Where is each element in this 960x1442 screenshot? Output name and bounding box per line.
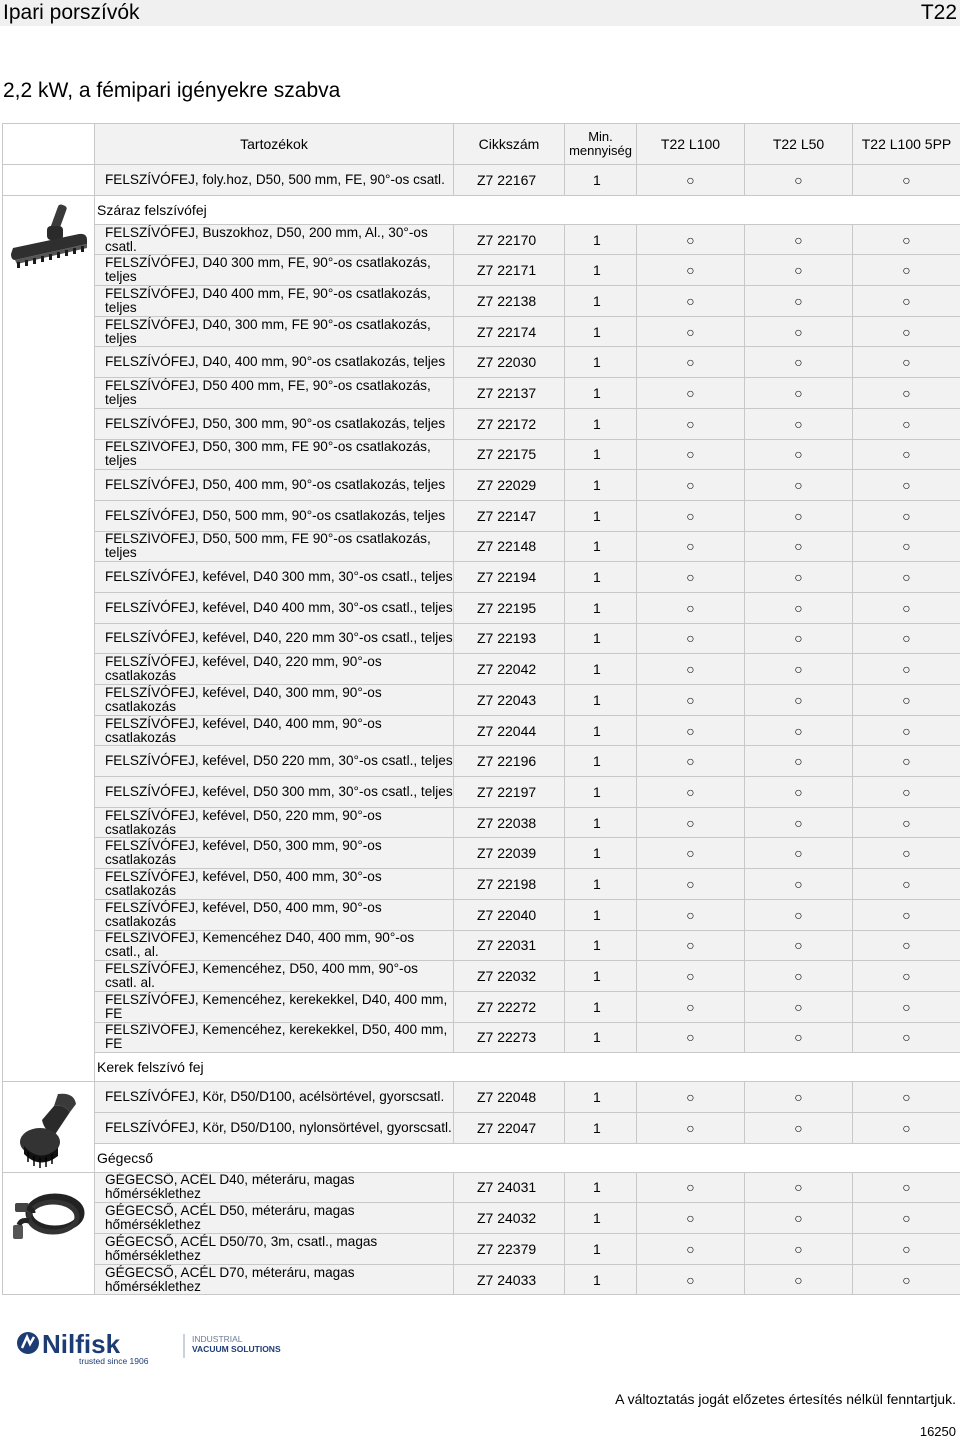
item-description: FELSZÍVÓFEJ, Kör, D50/D100, nylonsörtével, gyorscsatl. [95, 1112, 454, 1143]
table-row [3, 592, 960, 623]
availability-l100: ○ [637, 224, 745, 255]
item-code: Z7 22193 [454, 623, 565, 654]
availability-l50: ○ [745, 838, 853, 869]
round-brush-photo [14, 1090, 84, 1170]
availability-l100: ○ [637, 654, 745, 685]
item-min-quantity: 1 [565, 531, 637, 562]
item-min-quantity: 1 [565, 1172, 637, 1203]
item-min-quantity: 1 [565, 255, 637, 286]
section-row [3, 1143, 960, 1172]
availability-l50: ○ [745, 899, 853, 930]
availability-l50: ○ [745, 316, 853, 347]
availability-l50: ○ [745, 746, 853, 777]
table-row [3, 1082, 960, 1113]
availability-l100-5pp: ○ [853, 165, 960, 196]
availability-l100-5pp: ○ [853, 746, 960, 777]
availability-l100-5pp: ○ [853, 869, 960, 900]
availability-l50: ○ [745, 1172, 853, 1203]
item-description: FELSZÍVÓFEJ, kefével, D40, 220 mm 30°-os csatl., teljes [95, 623, 454, 654]
table-row [3, 838, 960, 869]
item-description: FELSZÍVÓFEJ, D50, 500 mm, FE 90°-os csatlakozás, teljes [95, 531, 454, 562]
item-description: FELSZÍVÓFEJ, kefével, D50, 220 mm, 90°-os csatlakozás [95, 807, 454, 838]
item-description: FELSZÍVÓFEJ, kefével, D50 300 mm, 30°-os csatl., teljes [95, 777, 454, 808]
item-min-quantity: 1 [565, 286, 637, 317]
availability-l100: ○ [637, 316, 745, 347]
availability-l100-5pp: ○ [853, 531, 960, 562]
table-row [3, 1172, 960, 1203]
item-min-quantity: 1 [565, 838, 637, 869]
item-description: FELSZÍVÓFEJ, foly.hoz, D50, 500 mm, FE, 90°-os csatl. [95, 165, 454, 196]
item-min-quantity: 1 [565, 165, 637, 196]
availability-l100-5pp: ○ [853, 838, 960, 869]
availability-l50: ○ [745, 470, 853, 501]
item-min-quantity: 1 [565, 991, 637, 1022]
item-description: GÉGECSŐ, ACÉL D70, méteráru, magas hőmérséklethez [95, 1264, 454, 1295]
item-code: Z7 24032 [454, 1203, 565, 1234]
availability-l100: ○ [637, 869, 745, 900]
item-description: FELSZÍVÓFEJ, D50 400 mm, FE, 90°-os csatlakozás, teljes [95, 378, 454, 409]
availability-l100-5pp: ○ [853, 255, 960, 286]
table-row [3, 1112, 960, 1143]
section-empty-cell [853, 1053, 960, 1082]
availability-l50: ○ [745, 562, 853, 593]
item-code: Z7 22174 [454, 316, 565, 347]
item-code: Z7 22047 [454, 1112, 565, 1143]
table-row [3, 500, 960, 531]
availability-l100: ○ [637, 1234, 745, 1265]
availability-l50: ○ [745, 347, 853, 378]
item-description: FELSZÍVÓFEJ, kefével, D40, 220 mm, 90°-os csatlakozás [95, 654, 454, 685]
item-description: FELSZÍVÓFEJ, kefével, D40 400 mm, 30°-os csatl., teljes [95, 592, 454, 623]
section-empty-cell [565, 1053, 637, 1082]
item-min-quantity: 1 [565, 1112, 637, 1143]
image-cell [3, 165, 95, 196]
item-min-quantity: 1 [565, 470, 637, 501]
page-number: 16250 [919, 1424, 956, 1439]
section-empty-cell [454, 1053, 565, 1082]
table-row [3, 746, 960, 777]
item-code: Z7 22195 [454, 592, 565, 623]
availability-l50: ○ [745, 961, 853, 992]
availability-l100-5pp: ○ [853, 991, 960, 1022]
table-row [3, 991, 960, 1022]
item-code: Z7 22038 [454, 807, 565, 838]
availability-l50: ○ [745, 1082, 853, 1113]
availability-l100-5pp: ○ [853, 685, 960, 716]
availability-l100: ○ [637, 500, 745, 531]
section-empty-cell [637, 195, 745, 224]
availability-l100: ○ [637, 1022, 745, 1053]
item-description: FELSZÍVÓFEJ, Kemencéhez, kerekekkel, D50, 400 mm, FE [95, 1022, 454, 1053]
availability-l100: ○ [637, 378, 745, 409]
hose-photo [9, 1181, 89, 1251]
item-description: FELSZÍVÓFEJ, D40 300 mm, FE, 90°-os csatlakozás, teljes [95, 255, 454, 286]
availability-l100-5pp: ○ [853, 1172, 960, 1203]
availability-l50: ○ [745, 715, 853, 746]
accessories-header: Tartozékok [95, 124, 454, 165]
table-row [3, 961, 960, 992]
section-empty-cell [853, 1143, 960, 1172]
availability-l100-5pp: ○ [853, 592, 960, 623]
item-min-quantity: 1 [565, 654, 637, 685]
item-description: FELSZÍVÓFEJ, kefével, D40, 400 mm, 90°-os csatlakozás [95, 715, 454, 746]
item-code: Z7 22170 [454, 224, 565, 255]
item-description: FELSZÍVÓFEJ, Kör, D50/D100, acélsörtével, gyorscsatl. [95, 1082, 454, 1113]
availability-l100: ○ [637, 685, 745, 716]
division-line1: INDUSTRIAL [192, 1334, 243, 1344]
availability-l100: ○ [637, 255, 745, 286]
item-min-quantity: 1 [565, 316, 637, 347]
availability-l100-5pp: ○ [853, 1203, 960, 1234]
availability-l100-5pp: ○ [853, 1022, 960, 1053]
availability-l100-5pp: ○ [853, 1112, 960, 1143]
image-cell [3, 1082, 95, 1172]
availability-l100-5pp: ○ [853, 500, 960, 531]
accessories-table [2, 123, 960, 1295]
availability-l100-5pp: ○ [853, 623, 960, 654]
availability-l100-5pp: ○ [853, 347, 960, 378]
availability-l100: ○ [637, 1203, 745, 1234]
header-model: T22 [920, 1, 957, 24]
availability-l100-5pp: ○ [853, 930, 960, 961]
footnote: A változtatás jogát előzetes értesítés nélkül fenntartjuk. [615, 1391, 956, 1407]
table-row [3, 378, 960, 409]
table-row [3, 930, 960, 961]
item-min-quantity: 1 [565, 685, 637, 716]
min-quantity-header-line2: mennyiség [569, 143, 632, 158]
item-description: FELSZÍVÓFEJ, kefével, D50, 400 mm, 30°-os csatlakozás [95, 869, 454, 900]
image-cell [3, 1172, 95, 1295]
availability-l100-5pp: ○ [853, 777, 960, 808]
section-label: Száraz felszívófej [95, 195, 454, 224]
item-code: Z7 24031 [454, 1172, 565, 1203]
item-code: Z7 22040 [454, 899, 565, 930]
availability-l50: ○ [745, 991, 853, 1022]
model-header-l50: T22 L50 [745, 124, 853, 165]
section-empty-cell [637, 1053, 745, 1082]
availability-l100-5pp: ○ [853, 224, 960, 255]
availability-l100-5pp: ○ [853, 1082, 960, 1113]
item-code: Z7 22029 [454, 470, 565, 501]
section-label: Gégecső [95, 1143, 454, 1172]
model-header-l100-5pp: T22 L100 5PP [853, 124, 960, 165]
item-code: Z7 22167 [454, 165, 565, 196]
item-min-quantity: 1 [565, 1082, 637, 1113]
availability-l50: ○ [745, 807, 853, 838]
item-code: Z7 22273 [454, 1022, 565, 1053]
min-quantity-header [565, 124, 637, 165]
floor-nozzle-photo [9, 204, 89, 289]
nilfisk-tagline: trusted since 1906 [79, 1356, 149, 1366]
table-row [3, 165, 960, 196]
availability-l100: ○ [637, 1172, 745, 1203]
availability-l50: ○ [745, 654, 853, 685]
availability-l100: ○ [637, 470, 745, 501]
item-description: FELSZÍVÓFEJ, D50, 300 mm, 90°-os csatlakozás, teljes [95, 408, 454, 439]
image-column-header [3, 124, 95, 165]
availability-l100: ○ [637, 715, 745, 746]
availability-l50: ○ [745, 592, 853, 623]
availability-l100: ○ [637, 531, 745, 562]
item-min-quantity: 1 [565, 1234, 637, 1265]
item-description: FELSZÍVÓFEJ, D50, 400 mm, 90°-os csatlakozás, teljes [95, 470, 454, 501]
item-code: Z7 24033 [454, 1264, 565, 1295]
availability-l50: ○ [745, 623, 853, 654]
table-row [3, 654, 960, 685]
item-min-quantity: 1 [565, 439, 637, 470]
availability-l100-5pp: ○ [853, 378, 960, 409]
page-subtitle: 2,2 kW, a fémipari igényekre szabva [3, 79, 341, 102]
availability-l50: ○ [745, 531, 853, 562]
item-min-quantity: 1 [565, 623, 637, 654]
item-min-quantity: 1 [565, 746, 637, 777]
availability-l50: ○ [745, 1234, 853, 1265]
table-row [3, 899, 960, 930]
item-code: Z7 22044 [454, 715, 565, 746]
availability-l100-5pp: ○ [853, 654, 960, 685]
table-row [3, 255, 960, 286]
min-quantity-header-line1: Min. [588, 129, 613, 144]
availability-l100: ○ [637, 439, 745, 470]
availability-l50: ○ [745, 777, 853, 808]
table-row [3, 531, 960, 562]
item-description: FELSZÍVÓFEJ, kefével, D50 220 mm, 30°-os csatl., teljes [95, 746, 454, 777]
availability-l100: ○ [637, 899, 745, 930]
availability-l50: ○ [745, 286, 853, 317]
item-min-quantity: 1 [565, 869, 637, 900]
section-empty-cell [565, 195, 637, 224]
item-min-quantity: 1 [565, 347, 637, 378]
availability-l50: ○ [745, 1112, 853, 1143]
availability-l50: ○ [745, 685, 853, 716]
availability-l100: ○ [637, 1264, 745, 1295]
availability-l100: ○ [637, 930, 745, 961]
item-code: Z7 22138 [454, 286, 565, 317]
item-description: FELSZÍVÓFEJ, kefével, D50, 300 mm, 90°-os csatlakozás [95, 838, 454, 869]
item-description: FELSZÍVÓFEJ, kefével, D40, 300 mm, 90°-os csatlakozás [95, 685, 454, 716]
availability-l50: ○ [745, 255, 853, 286]
availability-l100-5pp: ○ [853, 899, 960, 930]
table-row [3, 777, 960, 808]
item-min-quantity: 1 [565, 1203, 637, 1234]
availability-l50: ○ [745, 1022, 853, 1053]
table-row [3, 470, 960, 501]
availability-l100: ○ [637, 592, 745, 623]
division-line2: VACUUM SOLUTIONS [192, 1344, 281, 1354]
availability-l100: ○ [637, 1082, 745, 1113]
image-cell [3, 195, 95, 1082]
item-code: Z7 22032 [454, 961, 565, 992]
availability-l100-5pp: ○ [853, 562, 960, 593]
item-description: FELSZÍVÓFEJ, Kemencéhez, D50, 400 mm, 90°-os csatl. al. [95, 961, 454, 992]
item-min-quantity: 1 [565, 1264, 637, 1295]
nilfisk-logo-mark [17, 1332, 39, 1354]
item-code: Z7 22148 [454, 531, 565, 562]
table-row [3, 316, 960, 347]
item-code: Z7 22137 [454, 378, 565, 409]
availability-l100: ○ [637, 562, 745, 593]
availability-l50: ○ [745, 500, 853, 531]
item-code: Z7 22379 [454, 1234, 565, 1265]
item-min-quantity: 1 [565, 500, 637, 531]
item-min-quantity: 1 [565, 224, 637, 255]
nilfisk-brand-text: Nilfisk [42, 1329, 121, 1359]
item-min-quantity: 1 [565, 807, 637, 838]
availability-l100-5pp: ○ [853, 316, 960, 347]
item-description: FELSZÍVÓFEJ, D40, 300 mm, FE 90°-os csatlakozás, teljes [95, 316, 454, 347]
table-row [3, 224, 960, 255]
item-code: Z7 22175 [454, 439, 565, 470]
table-row [3, 286, 960, 317]
code-header: Cikkszám [454, 124, 565, 165]
availability-l100-5pp: ○ [853, 286, 960, 317]
table-row [3, 869, 960, 900]
table-row [3, 1234, 960, 1265]
section-empty-cell [745, 195, 853, 224]
item-description: FELSZÍVÓFEJ, D40, 400 mm, 90°-os csatlakozás, teljes [95, 347, 454, 378]
availability-l50: ○ [745, 378, 853, 409]
availability-l100: ○ [637, 408, 745, 439]
item-code: Z7 22030 [454, 347, 565, 378]
table-row [3, 1022, 960, 1053]
item-min-quantity: 1 [565, 1022, 637, 1053]
item-description: FELSZÍVÓFEJ, D50, 500 mm, 90°-os csatlakozás, teljes [95, 500, 454, 531]
table-row [3, 685, 960, 716]
availability-l100: ○ [637, 777, 745, 808]
item-code: Z7 22172 [454, 408, 565, 439]
item-code: Z7 22171 [454, 255, 565, 286]
section-empty-cell [565, 1143, 637, 1172]
item-min-quantity: 1 [565, 777, 637, 808]
availability-l100: ○ [637, 1112, 745, 1143]
availability-l100: ○ [637, 347, 745, 378]
item-min-quantity: 1 [565, 378, 637, 409]
availability-l100: ○ [637, 838, 745, 869]
item-description: FELSZÍVÓFEJ, D50, 300 mm, FE 90°-os csatlakozás, teljes [95, 439, 454, 470]
item-code: Z7 22031 [454, 930, 565, 961]
availability-l50: ○ [745, 408, 853, 439]
page-header [0, 0, 960, 26]
availability-l100: ○ [637, 991, 745, 1022]
item-min-quantity: 1 [565, 961, 637, 992]
item-description: GÉGECSŐ, ACÉL D50/70, 3m, csatl., magas hőmérséklethez [95, 1234, 454, 1265]
availability-l100-5pp: ○ [853, 439, 960, 470]
availability-l50: ○ [745, 224, 853, 255]
item-code: Z7 22147 [454, 500, 565, 531]
availability-l50: ○ [745, 930, 853, 961]
availability-l100: ○ [637, 165, 745, 196]
item-code: Z7 22272 [454, 991, 565, 1022]
nilfisk-logo-graphic [14, 1326, 314, 1374]
availability-l100-5pp: ○ [853, 470, 960, 501]
availability-l100-5pp: ○ [853, 807, 960, 838]
nilfisk-logo [14, 1326, 314, 1379]
availability-l50: ○ [745, 869, 853, 900]
item-description: FELSZÍVÓFEJ, kefével, D40 300 mm, 30°-os csatl., teljes [95, 562, 454, 593]
availability-l100-5pp: ○ [853, 1264, 960, 1295]
availability-l100-5pp: ○ [853, 715, 960, 746]
table-row [3, 1203, 960, 1234]
item-description: FELSZÍVÓFEJ, D40 400 mm, FE, 90°-os csatlakozás, teljes [95, 286, 454, 317]
section-row [3, 195, 960, 224]
availability-l100-5pp: ○ [853, 408, 960, 439]
section-empty-cell [745, 1053, 853, 1082]
item-code: Z7 22048 [454, 1082, 565, 1113]
section-empty-cell [745, 1143, 853, 1172]
item-description: GÉGECSŐ, ACÉL D50, méteráru, magas hőmérséklethez [95, 1203, 454, 1234]
item-description: FELSZÍVÓFEJ, Kemencéhez D40, 400 mm, 90°-os csatl., al. [95, 930, 454, 961]
table-row [3, 439, 960, 470]
section-empty-cell [454, 1143, 565, 1172]
item-min-quantity: 1 [565, 562, 637, 593]
availability-l100-5pp: ○ [853, 961, 960, 992]
item-code: Z7 22042 [454, 654, 565, 685]
item-min-quantity: 1 [565, 930, 637, 961]
item-description: GÉGECSŐ, ACÉL D40, méteráru, magas hőmérséklethez [95, 1172, 454, 1203]
item-min-quantity: 1 [565, 592, 637, 623]
availability-l100: ○ [637, 807, 745, 838]
availability-l50: ○ [745, 439, 853, 470]
item-code: Z7 22194 [454, 562, 565, 593]
item-description: FELSZÍVÓFEJ, Buszokhoz, D50, 200 mm, Al., 30°-os csatl. [95, 224, 454, 255]
item-description: FELSZÍVÓFEJ, kefével, D50, 400 mm, 90°-os csatlakozás [95, 899, 454, 930]
model-header-l100: T22 L100 [637, 124, 745, 165]
item-min-quantity: 1 [565, 715, 637, 746]
table-row [3, 562, 960, 593]
item-code: Z7 22043 [454, 685, 565, 716]
availability-l50: ○ [745, 1264, 853, 1295]
section-label: Kerek felszívó fej [95, 1053, 454, 1082]
availability-l100: ○ [637, 961, 745, 992]
table-row [3, 623, 960, 654]
table-row [3, 715, 960, 746]
availability-l100-5pp: ○ [853, 1234, 960, 1265]
table-row [3, 807, 960, 838]
section-row [3, 1053, 960, 1082]
header-title: Ipari porszívók [3, 1, 140, 24]
section-empty-cell [454, 195, 565, 224]
item-min-quantity: 1 [565, 899, 637, 930]
section-empty-cell [637, 1143, 745, 1172]
item-code: Z7 22197 [454, 777, 565, 808]
availability-l50: ○ [745, 1203, 853, 1234]
table-row [3, 408, 960, 439]
table-row [3, 1264, 960, 1295]
item-code: Z7 22039 [454, 838, 565, 869]
table-row [3, 347, 960, 378]
accessories-table-body [3, 165, 960, 1295]
item-code: Z7 22196 [454, 746, 565, 777]
availability-l50: ○ [745, 165, 853, 196]
availability-l100: ○ [637, 746, 745, 777]
item-code: Z7 22198 [454, 869, 565, 900]
item-min-quantity: 1 [565, 408, 637, 439]
section-empty-cell [853, 195, 960, 224]
item-description: FELSZÍVÓFEJ, Kemencéhez, kerekekkel, D40, 400 mm, FE [95, 991, 454, 1022]
availability-l100: ○ [637, 286, 745, 317]
availability-l100: ○ [637, 623, 745, 654]
